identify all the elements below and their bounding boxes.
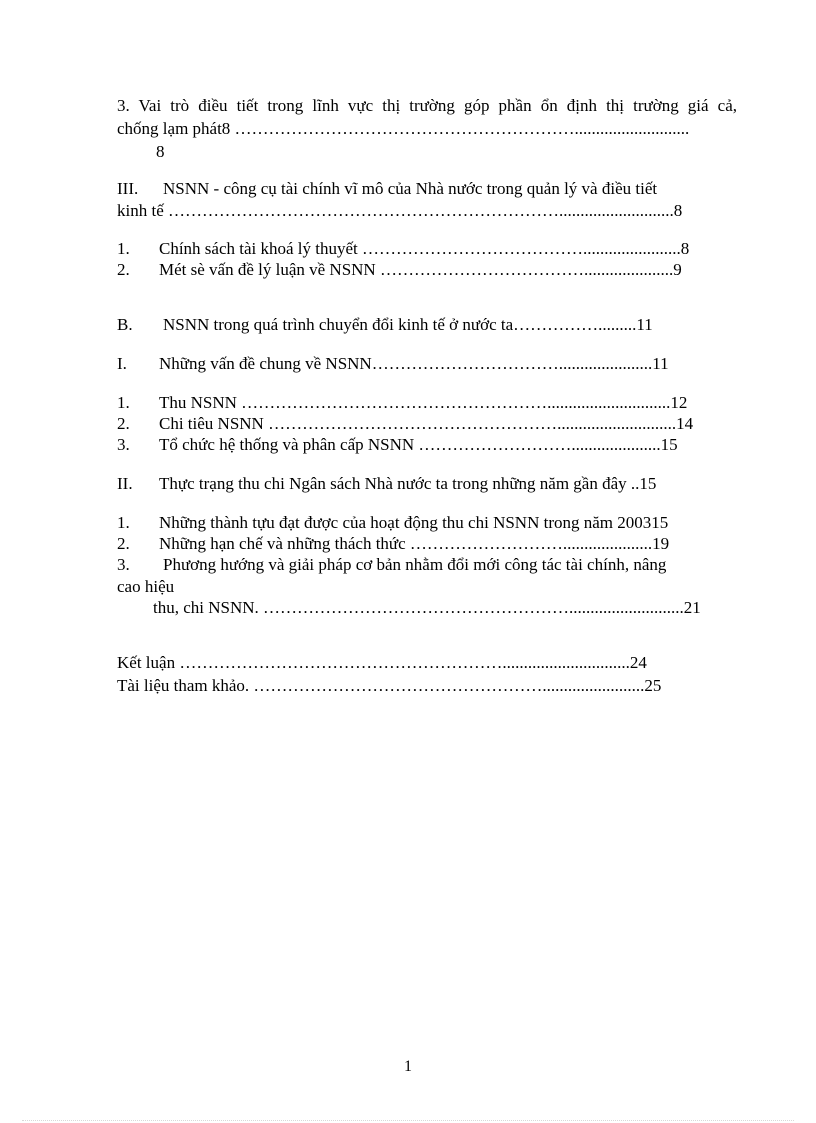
toc-entry-number: 1. <box>117 513 130 532</box>
toc-entry-title: Thu NSNN ……………………………………………….............................12 <box>159 393 688 412</box>
toc-entry-number: 2. <box>117 260 130 279</box>
toc-entry-number: 2. <box>117 534 130 553</box>
toc-entry-number: B. <box>117 315 133 334</box>
toc-entry-title: Những thành tựu đạt được của hoạt động thu chi NSNN trong năm 200315 <box>159 513 669 532</box>
toc-entry-number: 1. <box>117 239 130 258</box>
toc-entry-number: I. <box>117 354 127 373</box>
toc-entry-B-I-1 <box>117 392 737 413</box>
toc-entry-number: II. <box>117 474 133 493</box>
toc-entry-B <box>117 314 737 335</box>
toc-entry-references: Tài liệu tham khảo. ……………………………………………........................25 <box>117 676 662 695</box>
toc-entry-number: 3. <box>117 435 130 454</box>
toc-entry-title: Những vấn đề chung về NSNN……………………………......................11 <box>159 354 669 373</box>
toc-entry-III-line2: kinh tế ……………………………………………………………...........................8 <box>117 201 683 220</box>
toc-entry-title: NSNN trong quá trình chuyển đổi kinh tế ở nước ta…………….........11 <box>163 315 653 334</box>
toc-entry-conclusion: Kết luận …………………………………………………..............................24 <box>117 653 647 672</box>
toc-entry-III-1 <box>117 238 737 259</box>
toc-entry-number: 2. <box>117 414 130 433</box>
toc-entry-title: Phương hướng và giải pháp cơ bản nhằm đổi mới công tác tài chính, nâng <box>163 555 667 574</box>
toc-entry-B-I-2 <box>117 413 737 434</box>
toc-entry-B-II <box>117 473 737 494</box>
toc-entry-title: Chi tiêu NSNN ……………………………………………............................14 <box>159 414 694 433</box>
toc-entry-B-I-3 <box>117 434 737 455</box>
toc-entry-title: Chính sách tài khoá lý thuyết ………………………………….......................8 <box>159 239 690 258</box>
toc-entry-III-number: III. <box>117 179 139 198</box>
toc-entry-a3-line3: 8 <box>156 142 165 161</box>
toc-entry-III-2 <box>117 259 737 280</box>
toc-entry-title: Mét sè vấn đề lý luận về NSNN ……………………………….....................9 <box>159 260 682 279</box>
page-number: 1 <box>404 1058 412 1075</box>
toc-entry-III <box>117 178 737 199</box>
toc-entry-B-I <box>117 353 737 374</box>
toc-entry-B-II-3-line2: cao hiệu <box>117 577 175 596</box>
toc-entry-number: 3. <box>117 555 130 574</box>
toc-entry-title: Tổ chức hệ thống và phân cấp NSNN ……………………….....................15 <box>159 435 678 454</box>
toc-entry-title: Thực trạng thu chi Ngân sách Nhà nước ta trong những năm gần đây ..15 <box>159 474 657 493</box>
toc-entry-B-II-3 <box>117 554 737 575</box>
toc-entry-number: 1. <box>117 393 130 412</box>
page-bottom-divider <box>22 1120 794 1121</box>
toc-entry-B-II-3-line3: thu, chi NSNN. ………………………………………………...........................21 <box>153 598 701 617</box>
toc-entry-B-II-2 <box>117 533 737 554</box>
toc-entry-a3-line2: chống lạm phát8 ……………………………………………………........................... <box>117 119 690 138</box>
toc-entry-III-title: NSNN - công cụ tài chính vĩ mô của Nhà nước trong quản lý và điều tiết <box>163 179 658 198</box>
toc-entry-B-II-1 <box>117 512 737 533</box>
toc-entry-a3-line1: 3. Vai trò điều tiết trong lĩnh vực thị trường góp phần ổn định thị trường giá cả, <box>117 96 737 115</box>
toc-entry-title: Những hạn chế và những thách thức ……………………….....................19 <box>159 534 670 553</box>
